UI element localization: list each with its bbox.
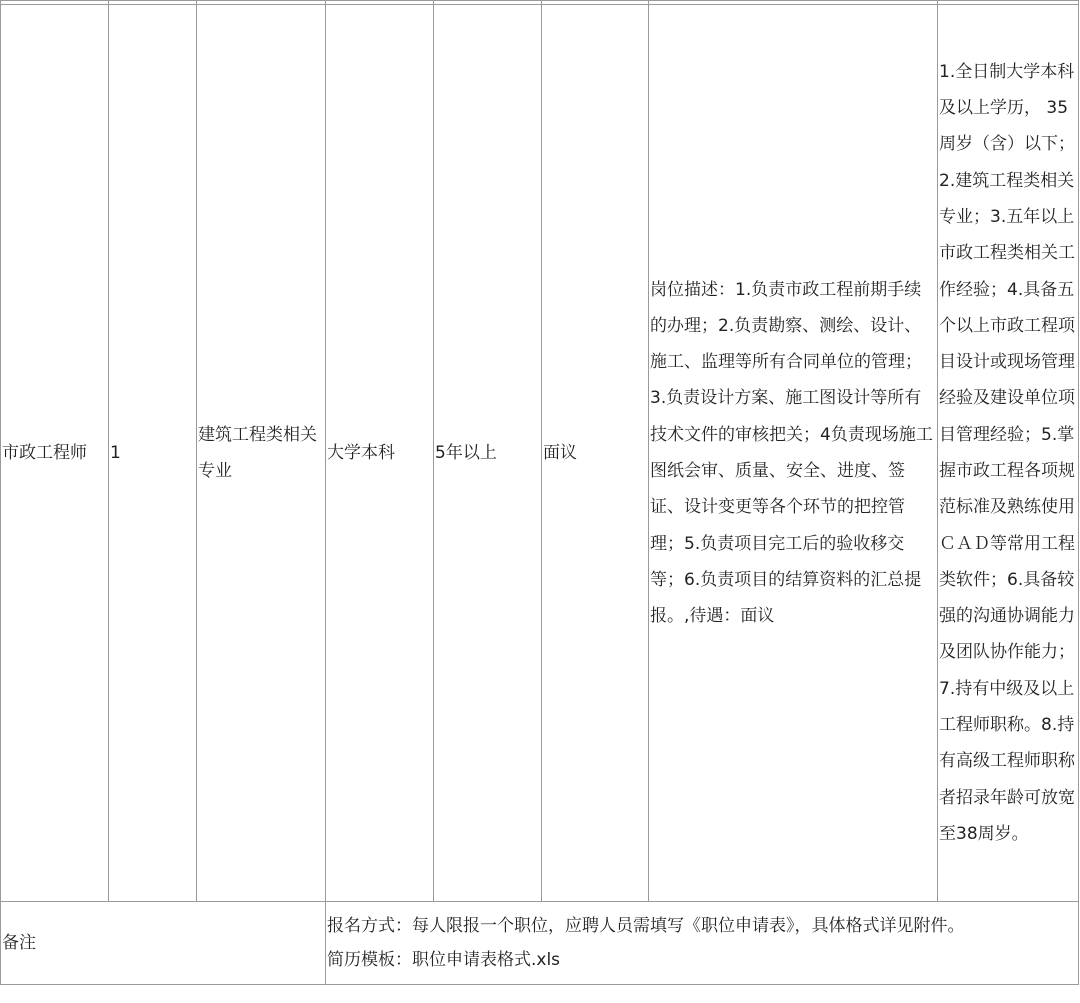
major-cell — [197, 5, 326, 902]
remarks-content-cell — [326, 902, 1079, 985]
education-cell — [326, 5, 434, 902]
hiring-count: 1 — [110, 442, 121, 463]
requirements-cell — [938, 5, 1079, 902]
description-cell — [649, 5, 938, 902]
count-cell — [109, 5, 197, 902]
salary-value: 面议 — [543, 442, 577, 463]
table-row — [1, 5, 1079, 902]
major-requirement: 建筑工程类相关专业 — [198, 424, 317, 481]
education-requirement: 大学本科 — [327, 442, 395, 463]
remarks-label: 备注 — [2, 932, 36, 953]
job-requirements: 1.全日制大学本科及以上学历， 35周岁（含）以下；2.建筑工程类相关专业；3.五年以上市政工程类相关工作经验；4.具备五个以上市政工程项目设计或现场管理经验及建设单位项目管理经验；5.掌握市政工程各项规范标准及熟练使用ＣＡＤ等常用工程类软件；6.具备较强的沟通协调能力及团队协作能力；7.持有中级及以上工程师职称。8.持有高级工程师职称者招录年龄可放宽至38周岁。 — [939, 61, 1075, 844]
position-cell — [1, 5, 109, 902]
experience-cell — [434, 5, 542, 902]
remarks-label-cell — [1, 902, 326, 985]
resume-template-text: 简历模板：职位申请表格式.xls — [327, 950, 561, 970]
job-description: 岗位描述：1.负责市政工程前期手续的办理；2.负责勘察、测绘、设计、施工、监理等所有合同单位的管理；3.负责设计方案、施工图设计等所有技术文件的审核把关；4负责现场施工图纸会审、质量、安全、进度、签证、设计变更等各个环节的把控管理；5.负责项目完工后的验收移交等；6.负责项目的结算资料的汇总提报。,待遇：面议 — [650, 279, 933, 627]
application-method-text: 报名方式：每人限报一个职位，应聘人员需填写《职位申请表》，具体格式详见附件。 — [327, 916, 965, 936]
position-name: 市政工程师 — [2, 442, 87, 463]
table-row-remarks — [1, 902, 1079, 985]
experience-requirement: 5年以上 — [435, 442, 497, 463]
salary-cell — [542, 5, 649, 902]
